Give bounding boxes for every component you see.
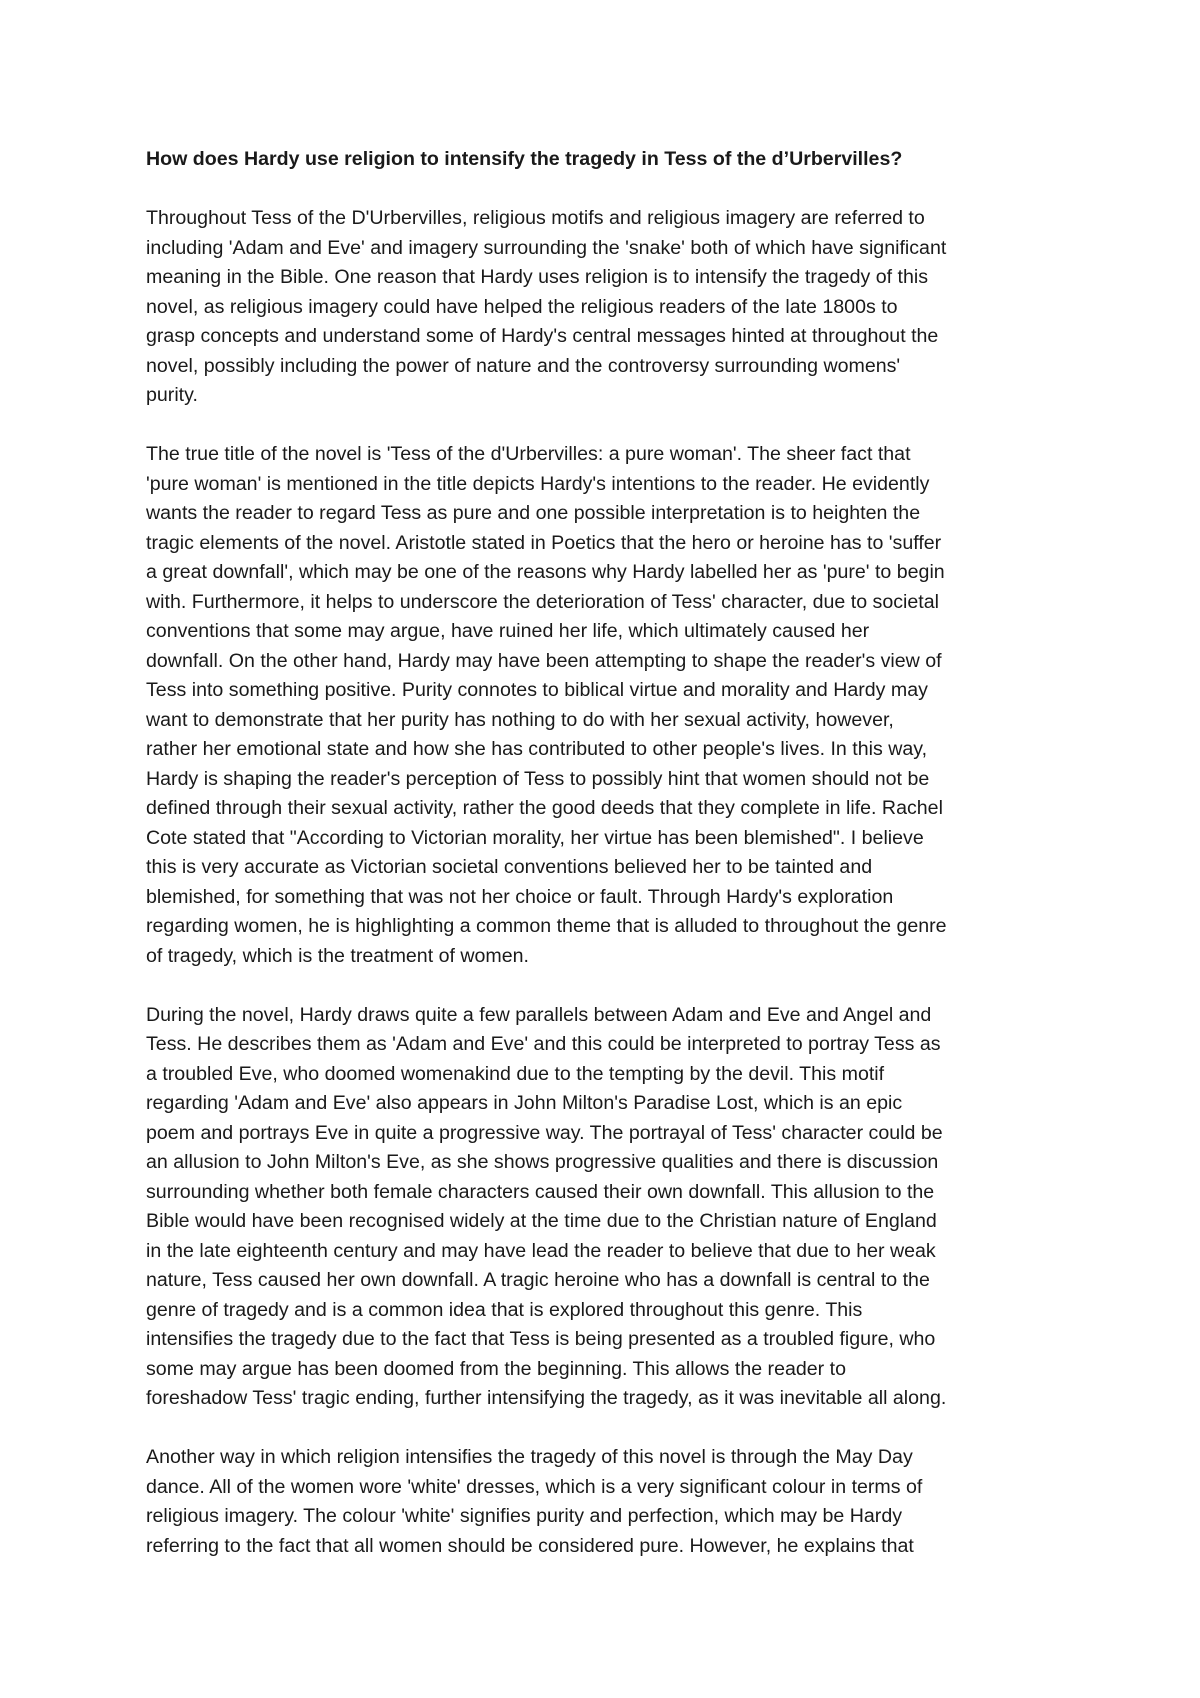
- text-line: downfall. On the other hand, Hardy may have been attempting to shape the reader's view of: [146, 649, 942, 672]
- text-line: this is very accurate as Victorian societal conventions believed her to be tainted and: [146, 856, 873, 878]
- paragraph: [146, 440, 1066, 971]
- text-line: some may argue has been doomed from the beginning. This allows the reader to: [146, 1357, 846, 1380]
- text-line: religious imagery. The colour 'white' signifies purity and perfection, which may be Hardy: [146, 1505, 903, 1527]
- text-line: meaning in the Bible. One reason that Hardy uses religion is to intensify the tragedy of this: [146, 266, 929, 288]
- text-line: in the late eighteenth century and may have lead the reader to believe that due to her weak: [146, 1239, 936, 1262]
- text-line: Tess into something positive. Purity connotes to biblical virtue and morality and Hardy may: [146, 679, 928, 701]
- text-line: Tess. He describes them as 'Adam and Eve' and this could be interpreted to portray Tess as: [146, 1033, 941, 1055]
- paragraph: [146, 204, 1066, 411]
- text-line: novel, as religious imagery could have helped the religious readers of the late 1800s to: [146, 295, 898, 318]
- paragraph: [146, 1001, 1066, 1414]
- text-line: a troubled Eve, who doomed womenakind due to the tempting by the devil. This motif: [146, 1062, 885, 1085]
- text-line: a great downfall', which may be one of the reasons why Hardy labelled her as 'pure' to begin: [146, 561, 945, 583]
- text-line: wants the reader to regard Tess as pure and one possible interpretation is to heighten the: [146, 502, 921, 524]
- text-line: Another way in which religion intensifies the tragedy of this novel is through the May Day: [146, 1446, 913, 1468]
- essay-title: How does Hardy use religion to intensify the tragedy in Tess of the d’Urbervilles?: [146, 148, 903, 170]
- text-line: with. Furthermore, it helps to underscore the deterioration of Tess' character, due to societal: [146, 590, 939, 613]
- text-line: poem and portrays Eve in quite a progressive way. The portrayal of Tess' character could be: [146, 1121, 943, 1144]
- text-line: Bible would have been recognised widely at the time due to the Christian nature of England: [146, 1210, 937, 1232]
- text-line: referring to the fact that all women should be considered pure. However, he explains that: [146, 1534, 914, 1557]
- text-line: of tragedy, which is the treatment of women.: [146, 944, 529, 967]
- text-line: nature, Tess caused her own downfall. A tragic heroine who has a downfall is central to the: [146, 1269, 930, 1291]
- text-line: Hardy is shaping the reader's perception of Tess to possibly hint that women should not be: [146, 767, 930, 790]
- text-line: The true title of the novel is 'Tess of the d'Urbervilles: a pure woman'. The sheer fact that: [146, 443, 911, 465]
- text-line: purity.: [146, 384, 198, 406]
- text-line: rather her emotional state and how she has contributed to other people's lives. In this way,: [146, 738, 928, 760]
- text-line: tragic elements of the novel. Aristotle stated in Poetics that the hero or heroine has to 'suffer: [146, 531, 942, 554]
- text-line: regarding 'Adam and Eve' also appears in John Milton's Paradise Lost, which is an epic: [146, 1092, 903, 1114]
- text-line: surrounding whether both female characters caused their own downfall. This allusion to the: [146, 1180, 935, 1203]
- text-line: conventions that some may argue, have ruined her life, which ultimately caused her: [146, 620, 870, 642]
- text-line: Cote stated that "According to Victorian morality, her virtue has been blemished". I believe: [146, 826, 924, 849]
- text-line: grasp concepts and understand some of Hardy's central messages hinted at throughout the: [146, 325, 939, 347]
- text-line: including 'Adam and Eve' and imagery surrounding the 'snake' both of which have significant: [146, 236, 947, 259]
- paragraph-container: [146, 204, 1066, 1561]
- text-line: an allusion to John Milton's Eve, as she shows progressive qualities and there is discussion: [146, 1151, 939, 1173]
- text-line: foreshadow Tess' tragic ending, further intensifying the tragedy, as it was inevitable all along.: [146, 1387, 947, 1409]
- text-line: During the novel, Hardy draws quite a few parallels between Adam and Eve and Angel and: [146, 1003, 932, 1026]
- text-line: Throughout Tess of the D'Urbervilles, religious motifs and religious imagery are referred to: [146, 207, 925, 229]
- text-line: genre of tragedy and is a common idea that is explored throughout this genre. This: [146, 1298, 863, 1321]
- text-line: novel, possibly including the power of nature and the controversy surrounding womens': [146, 354, 901, 377]
- text-line: regarding women, he is highlighting a common theme that is alluded to throughout the genre: [146, 915, 947, 937]
- essay-body: [146, 145, 1066, 1591]
- text-line: intensifies the tragedy due to the fact that Tess is being presented as a troubled figure, who: [146, 1328, 936, 1350]
- text-line: defined through their sexual activity, rather the good deeds that they complete in life. Rachel: [146, 797, 943, 819]
- text-line: want to demonstrate that her purity has nothing to do with her sexual activity, however,: [146, 708, 894, 731]
- text-line: blemished, for something that was not her choice or fault. Through Hardy's exploration: [146, 885, 894, 908]
- text-line: dance. All of the women wore 'white' dresses, which is a very significant colour in terms of: [146, 1475, 923, 1498]
- text-line: 'pure woman' is mentioned in the title depicts Hardy's intentions to the reader. He evidently: [146, 472, 930, 495]
- paragraph: [146, 1443, 1066, 1561]
